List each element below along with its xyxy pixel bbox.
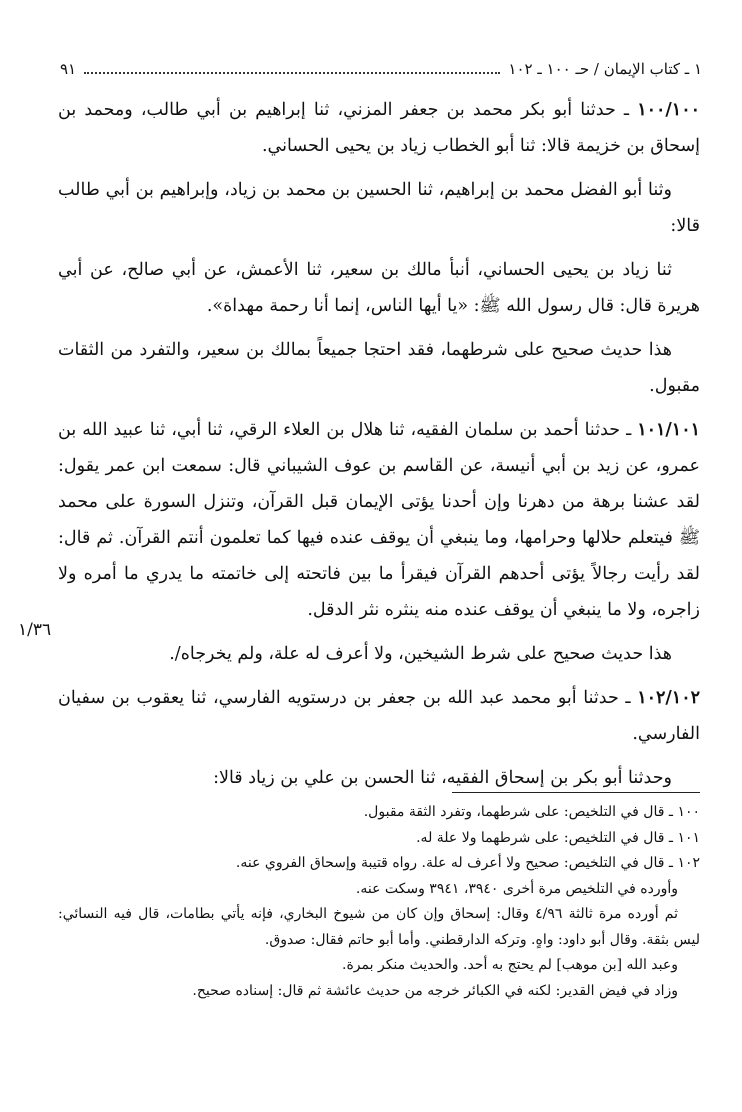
hadith-text: ـ حدثنا أبو محمد عبد الله بن جعفر بن درستويه الفارسي، ثنا يعقوب بن سفيان الفارسي.	[58, 688, 700, 744]
hadith-number: ١٠٠/١٠٠	[637, 100, 700, 120]
hadith-number: ١٠١/١٠١	[637, 420, 700, 440]
paragraph: هذا حديث صحيح على شرطهما، فقد احتجا جميعاً بمالك بن سعير، والتفرد من الثقات مقبول.	[58, 340, 700, 396]
footnote: وأورده في التلخيص مرة أخرى ٣٩٤٠، ٣٩٤١ وسكت عنه.	[355, 880, 678, 897]
hadith-text: ـ حدثنا أبو بكر محمد بن جعفر المزني، ثنا إبراهيم بن أبي طالب، ومحمد بن إسحاق بن خزيمة قالا: ثنا أبو الخطاب زياد بن يحيى الحساني.	[58, 100, 700, 156]
margin-page-reference: ١/٣٦	[18, 620, 52, 640]
paragraph: وثنا أبو الفضل محمد بن إبراهيم، ثنا الحسين بن محمد بن زياد، وإبراهيم بن أبي طالب قالا:	[58, 180, 700, 236]
paragraph: هذا حديث صحيح على شرط الشيخين، ولا أعرف له علة، ولم يخرجاه/.	[169, 644, 672, 664]
header-dotted-leader	[84, 64, 500, 74]
main-text	[58, 92, 700, 804]
footnote: ثم أورده مرة ثالثة ٤/٩٦ وقال: إسحاق وإن كان من شيوخ البخاري، فإنه يأتي بطامات، قال فيه النسائي: ليس بثقة. وقال أبو داود: واهٍ. وتركه الدارقطني. وأما أبو حاتم فقال: صدوق.	[58, 906, 700, 948]
page-number: ٩١	[60, 60, 77, 78]
running-header	[60, 58, 702, 80]
hadith-number: ١٠٢/١٠٢	[637, 688, 700, 708]
footnote: ١٠١ ـ قال في التلخيص: على شرطهما ولا علة له.	[416, 829, 700, 846]
paragraph: وحدثنا أبو بكر بن إسحاق الفقيه، ثنا الحسن بن علي بن زياد قالا:	[213, 768, 672, 788]
hadith-101	[58, 412, 700, 628]
footnote: وعبد الله [بن موهب] لم يحتج به أحد. والحديث منكر بمرة.	[342, 957, 678, 973]
footnote: ١٠٢ ـ قال في التلخيص: صحيح ولا أعرف له علة. رواه قتيبة وإسحاق الفروي عنه.	[235, 855, 700, 871]
footnote: ١٠٠ ـ قال في التلخيص: على شرطهما، وتفرد الثقة مقبول.	[363, 804, 700, 820]
header-title: ١ ـ كتاب الإيمان / حـ ١٠٠ ـ ١٠٢	[508, 60, 702, 78]
hadith-102	[58, 680, 700, 752]
footnotes	[58, 800, 700, 1004]
hadith-100	[58, 92, 700, 164]
footnote: وزاد في فيض القدير: لكنه في الكبائر خرجه من حديث عائشة ثم قال: إسناده صحيح.	[192, 982, 678, 999]
footnote-divider	[452, 792, 700, 793]
paragraph: ثنا زياد بن يحيى الحساني، أنبأ مالك بن سعير، ثنا الأعمش، عن أبي صالح، عن أبي هريرة قال: قال رسول الله ﷺ: «يا أيها الناس، إنما أنا رحمة مهداة».	[58, 260, 700, 316]
hadith-text: ـ حدثنا أحمد بن سلمان الفقيه، ثنا هلال بن العلاء الرقي، ثنا أبي، ثنا عبيد الله بن عمرو، عن زيد بن أبي أنيسة، عن القاسم بن عوف الشيباني قال: سمعت ابن عمر يقول: لقد عشنا برهة من دهرنا وإن أحدنا يؤتى الإيمان قبل القرآن، وتنزل السورة على محمد ﷺ فيتعلم حلالها وحرامها، وما ينبغي أن يوقف عنده فيها كما تعلمون أنتم القرآن. ثم قال: لقد رأيت رجالاً يؤتى أحدهم القرآن فيقرأ ما بين فاتحته إلى خاتمته ما يدري ما أمره ولا زاجره، ولا ما ينبغي أن يوقف عنده منه ينثره نثر الدقل.	[58, 420, 700, 620]
